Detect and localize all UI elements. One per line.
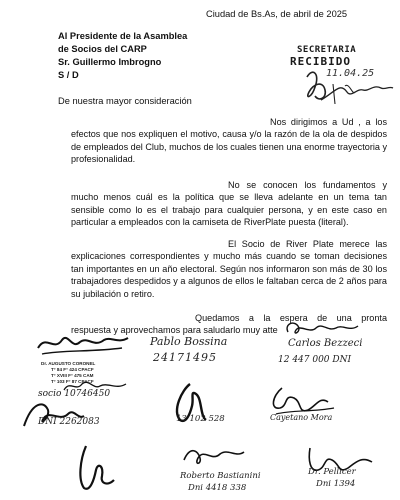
note-roberto-num: Dni 4418 338 [188, 483, 247, 493]
signature-coronel [32, 330, 132, 362]
note-pablo: Pablo Bossina [150, 335, 228, 348]
signature-carlos [280, 318, 360, 340]
addressee-line-1: Al Presidente de la Asamblea [58, 31, 188, 41]
note-roberto: Roberto Bastianini [180, 471, 261, 481]
coronel-stamp-3: T° XVIII F° 475 CAM [51, 373, 94, 378]
note-cayetano: Cayetano Mora [270, 413, 333, 422]
note-carlos: Carlos Bezzeci [288, 338, 363, 349]
note-right: Dr. Pellicer [308, 467, 356, 477]
stamp-date: 11.04.25 [326, 68, 375, 79]
coronel-stamp-4: T° 103 F° 87 CPACF [51, 379, 94, 384]
stamp-signature [285, 62, 395, 112]
coronel-stamp-1: Dr. AUGUSTO CORONEL [41, 361, 96, 366]
coronel-stamp-2: T° 84 F° 424 CPACF [51, 367, 94, 372]
note-pablo-num: 24171495 [153, 351, 217, 364]
note-mid-num: 13 102 528 [176, 414, 225, 424]
stamp-title: SECRETARIA [297, 45, 357, 55]
addressee-line-4: S / D [58, 70, 79, 80]
greeting: De nuestra mayor consideración [58, 96, 192, 106]
note-left-num: DNI 2262083 [38, 417, 100, 427]
body-paragraph-4: Quedamos a la espera de una pronta respuesta y aprovechamos para saludarlo muy atte [71, 313, 387, 336]
place-date: Ciudad de Bs.As, de abril de 2025 [206, 9, 348, 19]
signature-bottom-left [70, 440, 120, 495]
body-paragraph-3: El Socio de River Plate merece las explicaciones correspondientes y mucho más cuando se toman decisiones tan importantes en un año electoral. Según nos informaron son más de 30 los trabajadores despedidos y a algunos de ellos le faltaban cerca de 2 años para su jubilación o retiro. [71, 239, 387, 299]
signature-roberto [178, 440, 248, 470]
note-carlos-num: 12 447 000 DNI [278, 355, 352, 365]
body-paragraph-2: No se conocen los fundamentos y mucho menos cuál es la política que se lleva adelante en un tema tan sensible como lo es el trabajo para cualquier persona, y en este caso en particular a empleados con la camiseta de RiverPlate puesta (literal). [71, 180, 387, 228]
addressee-line-2: de Socios del CARP [58, 44, 147, 54]
stamp-status: RECIBIDO [290, 55, 351, 68]
note-socio: socio 10746450 [38, 389, 111, 399]
addressee-line-3: Sr. Guillermo Imbrogno [58, 57, 162, 67]
body-paragraph-1: Nos dirigimos a Ud , a los efectos que nos expliquen el motivo, causa y/o la razón de la ola de despidos de empleados del Club, muchos de los cuales tienen una enorme trayectoria y profesionalidad. [71, 117, 387, 165]
note-right-num: Dni 1394 [316, 479, 356, 489]
